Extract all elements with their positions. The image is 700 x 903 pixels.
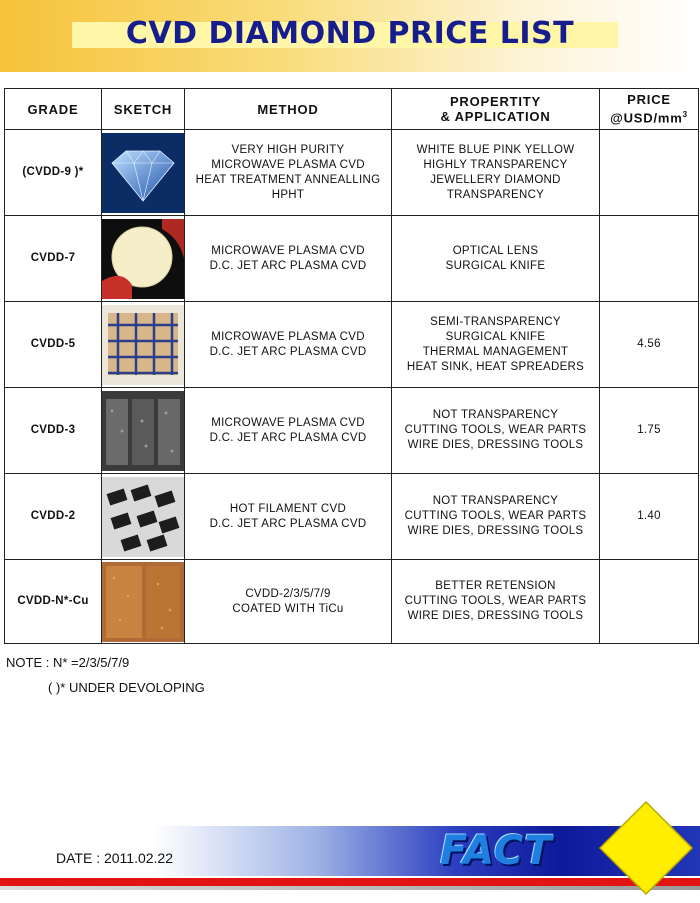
- header-sketch: SKETCH: [102, 89, 185, 130]
- property-line: CUTTING TOOLS, WEAR PARTS: [404, 510, 587, 522]
- property-line: CUTTING TOOLS, WEAR PARTS: [404, 424, 587, 436]
- grade-cell: CVDD-5: [5, 302, 102, 388]
- method-cell: [185, 388, 392, 474]
- header-price-line1: PRICE: [627, 92, 671, 108]
- property-line: SURGICAL KNIFE: [445, 259, 546, 272]
- optical-disc-photo-icon: [102, 219, 184, 299]
- price-cell: [600, 130, 699, 216]
- method-line: MICROWAVE PLASMA CVD: [211, 416, 365, 429]
- property-line: HIGHLY TRANSPARENCY: [423, 158, 568, 171]
- method-cell: [185, 130, 392, 216]
- sketch-cell: [102, 560, 185, 644]
- header-property: [392, 89, 600, 130]
- copper-coated-photo-icon: [102, 562, 184, 642]
- header-price-sup: 3: [682, 110, 688, 120]
- sketch-cell: [102, 302, 185, 388]
- header-property-line2: & APPLICATION: [440, 109, 551, 124]
- price-cell: [600, 560, 699, 644]
- grade-cell: CVDD-N*-Cu: [5, 560, 102, 644]
- yellow-diamond-logo-icon: [598, 800, 694, 896]
- price-cell: 1.40: [600, 474, 699, 560]
- grade-cell: CVDD-3: [5, 388, 102, 474]
- footer-date: DATE : 2011.02.22: [56, 850, 173, 866]
- footer-red-stripe: [0, 878, 700, 886]
- method-line: VERY HIGH PURITY: [231, 143, 345, 156]
- property-line: NOT TRANSPARENCY: [432, 495, 559, 507]
- property-line: SEMI-TRANSPARENCY: [430, 315, 561, 328]
- property-cell: [392, 216, 600, 302]
- property-cell: [392, 130, 600, 216]
- price-cell: 4.56: [600, 302, 699, 388]
- note-line-2: ( )* UNDER DEVOLOPING: [48, 680, 205, 695]
- method-cell: [185, 560, 392, 644]
- method-line: D.C. JET ARC PLASMA CVD: [209, 259, 367, 272]
- property-line: THERMAL MANAGEMENT: [422, 345, 569, 358]
- property-line: JEWELLERY DIAMOND: [430, 173, 561, 186]
- header-property-line1: PROPERTITY: [449, 94, 542, 109]
- sketch-cell: [102, 216, 185, 302]
- grade-cell: CVDD-2: [5, 474, 102, 560]
- property-line: TRANSPARENCY: [446, 188, 545, 201]
- sketch-cell: [102, 474, 185, 560]
- property-line: CUTTING TOOLS, WEAR PARTS: [404, 595, 587, 607]
- method-line: HPHT: [271, 188, 305, 201]
- price-cell: 1.75: [600, 388, 699, 474]
- sketch-cell: [102, 388, 185, 474]
- header-method: METHOD: [185, 89, 392, 130]
- property-line: BETTER RETENSION: [435, 580, 556, 592]
- property-cell: [392, 560, 600, 644]
- fact-logo-text: FACT: [440, 828, 553, 874]
- table-row: [5, 474, 699, 560]
- note-line-1: NOTE : N* =2/3/5/7/9: [6, 655, 130, 670]
- property-line: OPTICAL LENS: [452, 244, 539, 257]
- property-line: WIRE DIES, DRESSING TOOLS: [407, 610, 584, 622]
- method-cell: [185, 216, 392, 302]
- property-line: WIRE DIES, DRESSING TOOLS: [407, 439, 584, 451]
- method-line: MICROWAVE PLASMA CVD: [211, 330, 365, 343]
- method-line: D.C. JET ARC PLASMA CVD: [209, 431, 367, 444]
- method-line: D.C. JET ARC PLASMA CVD: [209, 345, 367, 358]
- grid-wafer-photo-icon: [102, 305, 184, 385]
- diamond-gem-photo-icon: [102, 133, 184, 213]
- header-row: [5, 89, 699, 130]
- footer-gray-stripe: [0, 886, 700, 890]
- method-line: COATED WITH TiCu: [232, 602, 344, 615]
- property-line: WHITE BLUE PINK YELLOW: [416, 143, 575, 156]
- table-row: [5, 560, 699, 644]
- method-line: MICROWAVE PLASMA CVD: [211, 244, 365, 257]
- header-price: [600, 89, 699, 130]
- property-cell: [392, 388, 600, 474]
- black-blocks-photo-icon: [102, 477, 184, 557]
- method-line: HEAT TREATMENT ANNEALLING: [195, 173, 381, 186]
- method-cell: [185, 474, 392, 560]
- sketch-cell: [102, 130, 185, 216]
- header-grade: GRADE: [5, 89, 102, 130]
- page-title: CVD DIAMOND PRICE LIST: [125, 16, 575, 51]
- property-line: HEAT SINK, HEAT SPREADERS: [406, 360, 585, 373]
- grade-cell: (CVDD-9 )*: [5, 130, 102, 216]
- property-cell: [392, 302, 600, 388]
- header-price-unit: @USD/mm: [610, 110, 683, 126]
- property-line: WIRE DIES, DRESSING TOOLS: [407, 525, 584, 537]
- method-line: HOT FILAMENT CVD: [229, 502, 347, 515]
- price-table: [4, 88, 699, 644]
- table-row: [5, 388, 699, 474]
- property-line: SURGICAL KNIFE: [445, 330, 546, 343]
- method-cell: [185, 302, 392, 388]
- method-line: D.C. JET ARC PLASMA CVD: [209, 517, 367, 530]
- method-line: CVDD-2/3/5/7/9: [245, 587, 331, 600]
- table-row: [5, 216, 699, 302]
- table-row: [5, 130, 699, 216]
- dark-plates-photo-icon: [102, 391, 184, 471]
- grade-cell: CVDD-7: [5, 216, 102, 302]
- property-line: NOT TRANSPARENCY: [432, 409, 559, 421]
- method-line: MICROWAVE PLASMA CVD: [211, 158, 365, 171]
- price-cell: [600, 216, 699, 302]
- table-row: [5, 302, 699, 388]
- property-cell: [392, 474, 600, 560]
